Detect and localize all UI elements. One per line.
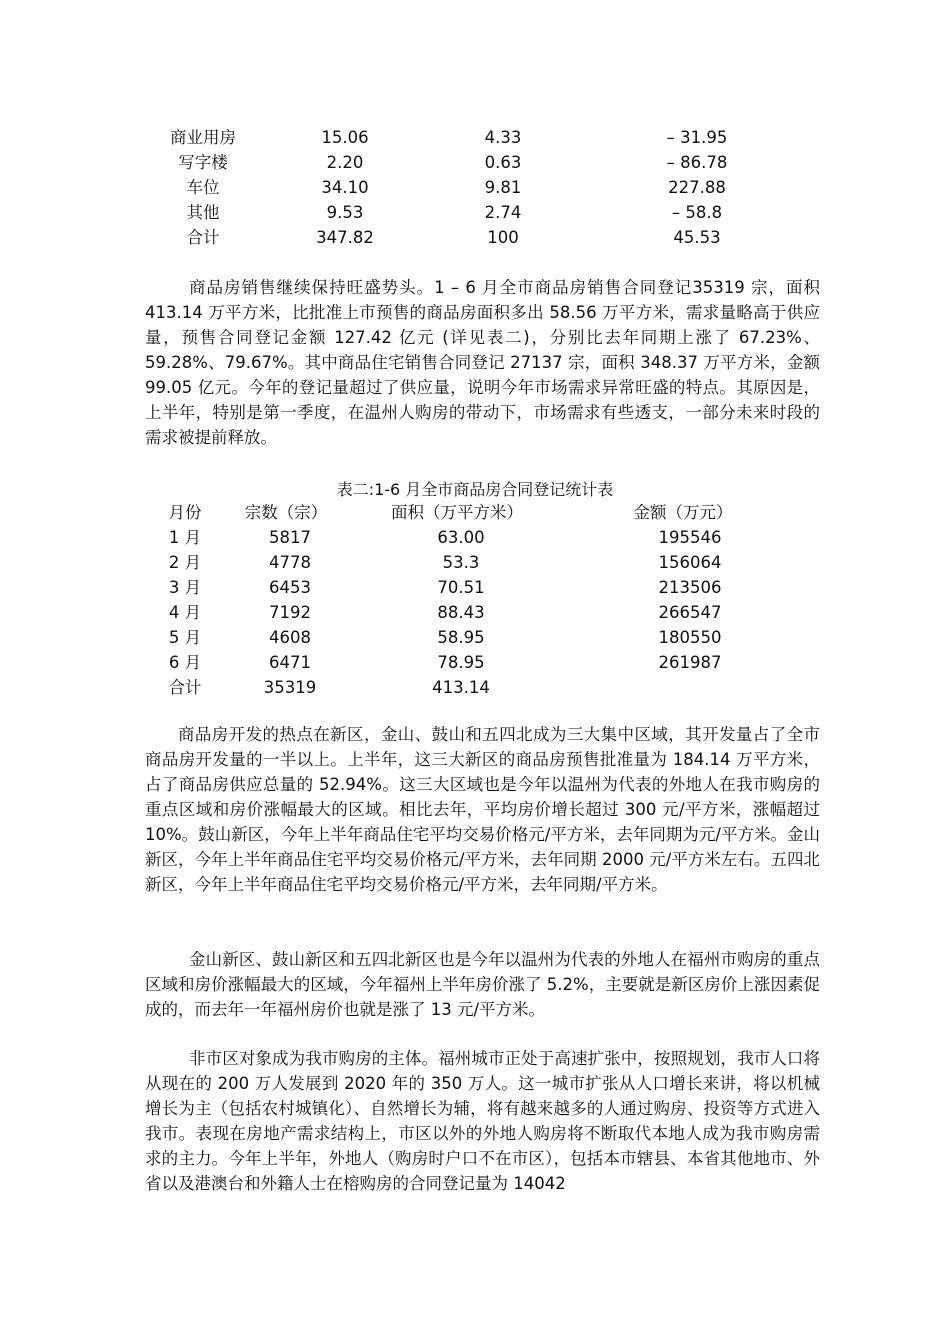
table-cell: 70.51 — [437, 578, 485, 597]
table-cell: 34.10 — [321, 178, 369, 197]
table-cell: 45.53 — [673, 228, 721, 247]
table-cell: 5817 — [269, 528, 311, 547]
table-cell: 4.33 — [484, 128, 522, 147]
table-header-row — [0, 500, 950, 525]
table-cell: 2.20 — [326, 153, 364, 172]
table-cell: 53.3 — [442, 553, 480, 572]
table-cell: 6453 — [269, 578, 311, 597]
table-cell: 合计 — [186, 228, 220, 247]
table-cell: 写字楼 — [178, 153, 228, 172]
table-cell: 4778 — [269, 553, 311, 572]
table-cell: 6 月 — [168, 653, 202, 672]
table-row — [0, 175, 950, 200]
table-cell: 195546 — [658, 528, 722, 547]
table-cell: 6471 — [269, 653, 311, 672]
table-cell: 0.63 — [484, 153, 522, 172]
table-cell: 156064 — [658, 553, 722, 572]
table-cell: 1 月 — [168, 528, 202, 547]
table-cell: 7192 — [269, 603, 311, 622]
table-row — [0, 550, 950, 575]
table-row — [0, 600, 950, 625]
table-cell: 413.14 — [432, 678, 490, 697]
table-cell: 78.95 — [437, 653, 485, 672]
table-cell: 58.95 — [437, 628, 485, 647]
table-cell: 213506 — [658, 578, 722, 597]
table-cell: 9.53 — [326, 203, 364, 222]
table-cell: 商业用房 — [170, 128, 236, 147]
table-cell: 5 月 — [168, 628, 202, 647]
table-cell: 63.00 — [437, 528, 485, 547]
table-row — [0, 625, 950, 650]
table-cell: 35319 — [263, 678, 317, 697]
paragraph-price-growth: 金山新区、鼓山新区和五四北新区也是今年以温州为代表的外地人在福州市购房的重点区域和房价涨幅最大的区域，今年福州上半年房价涨了 5.2%，主要就是新区房价上涨因素促成的，而去年一年福州房价也就是涨了 13 元/平方米。 — [145, 950, 820, 1019]
table-cell: 100 — [487, 228, 519, 247]
table-row — [0, 675, 950, 700]
table-row — [0, 525, 950, 550]
column-header: 面积（万平方米） — [391, 503, 523, 522]
table-cell: 9.81 — [484, 178, 522, 197]
table2-caption: 表二:1-6 月全市商品房合同登记统计表 — [336, 480, 614, 499]
table-cell: 其他 — [186, 203, 220, 222]
table-cell: – 31.95 — [666, 128, 728, 147]
paragraph-buyers: 非市区对象成为我市购房的主体。福州城市正处于高速扩张中，按照规划，我市人口将从现在的 200 万人发展到 2020 年的 350 万人。这一城市扩张从人口增长来讲，将以机械增长为主（包括农村城镇化）、自然增长为辅，将有越来越多的人通过购房、投资等方式进入我市。表现在房地产需求结构上，市区以外的外地人购房将不断取代本地人成为我市购房需求的主力。今年上半年，外地人（购房时户口不在市区），包括本市辖县、本省其他地市、外省以及港澳台和外籍人士在榕购房的合同登记量为 14042 — [145, 1049, 820, 1193]
table-cell: 261987 — [658, 653, 722, 672]
paragraph-new-districts: 商品房开发的热点在新区，金山、鼓山和五四北成为三大集中区域，其开发量占了全市商品房开发量的一半以上。上半年，这三大新区的商品房预售批准量为 184.14 万平方米，占了商品房供应总量的 52.94%。这三大区域也是今年以温州为代表的外地人在我市购房的重点区域和房价涨幅最大的区域。相比去年，平均房价增长超过 300 元/平方米，涨幅超过 10%。鼓山新区，今年上半年商品住宅平均交易价格元/平方米，去年同期为元/平方米。金山新区，今年上半年商品住宅平均交易价格元/平方米，去年同期 2000 元/平方米左右。五四北新区，今年上半年商品住宅平均交易价格元/平方米，去年同期/平方米。 — [145, 725, 820, 894]
table-row — [0, 125, 950, 150]
table-cell: 合计 — [168, 678, 202, 697]
table-cell: – 86.78 — [666, 153, 728, 172]
table-row — [0, 150, 950, 175]
table-cell: 2 月 — [168, 553, 202, 572]
column-header: 月份 — [168, 503, 202, 522]
table-cell: 15.06 — [321, 128, 369, 147]
table-cell: 180550 — [658, 628, 722, 647]
table-cell: 88.43 — [437, 603, 485, 622]
table-row — [0, 200, 950, 225]
table-row — [0, 575, 950, 600]
column-header: 宗数（宗） — [244, 503, 328, 522]
table-cell: 347.82 — [316, 228, 374, 247]
table-row — [0, 650, 950, 675]
table-cell: 4 月 — [168, 603, 202, 622]
table-cell: 车位 — [186, 178, 220, 197]
column-header: 金额（万元） — [633, 503, 733, 522]
table-cell: 3 月 — [168, 578, 202, 597]
table-cell: 227.88 — [668, 178, 726, 197]
table-cell: 2.74 — [484, 203, 522, 222]
table-cell: – 58.8 — [671, 203, 723, 222]
table-row — [0, 225, 950, 250]
paragraph-sales: 商品房销售继续保持旺盛势头。1 – 6 月全市商品房销售合同登记35319 宗，面积 413.14 万平方米，比批准上市预售的商品房面积多出 58.56 万平方米，需求量略高于供应量，预售合同登记金额 127.42 亿元 (详见表二)，分别比去年同期上涨了 67.23%、59.28%、79.67%。其中商品住宅销售合同登记 27137 宗，面积 348.37 万平方米，金额 99.05 亿元。今年的登记量超过了供应量，说明今年市场需求异常旺盛的特点。其原因是，上半年，特别是第一季度，在温州人购房的带动下，市场需求有些透支，一部分未来时段的需求被提前释放。 — [145, 278, 820, 447]
table-cell: 266547 — [658, 603, 722, 622]
table-cell: 4608 — [269, 628, 311, 647]
